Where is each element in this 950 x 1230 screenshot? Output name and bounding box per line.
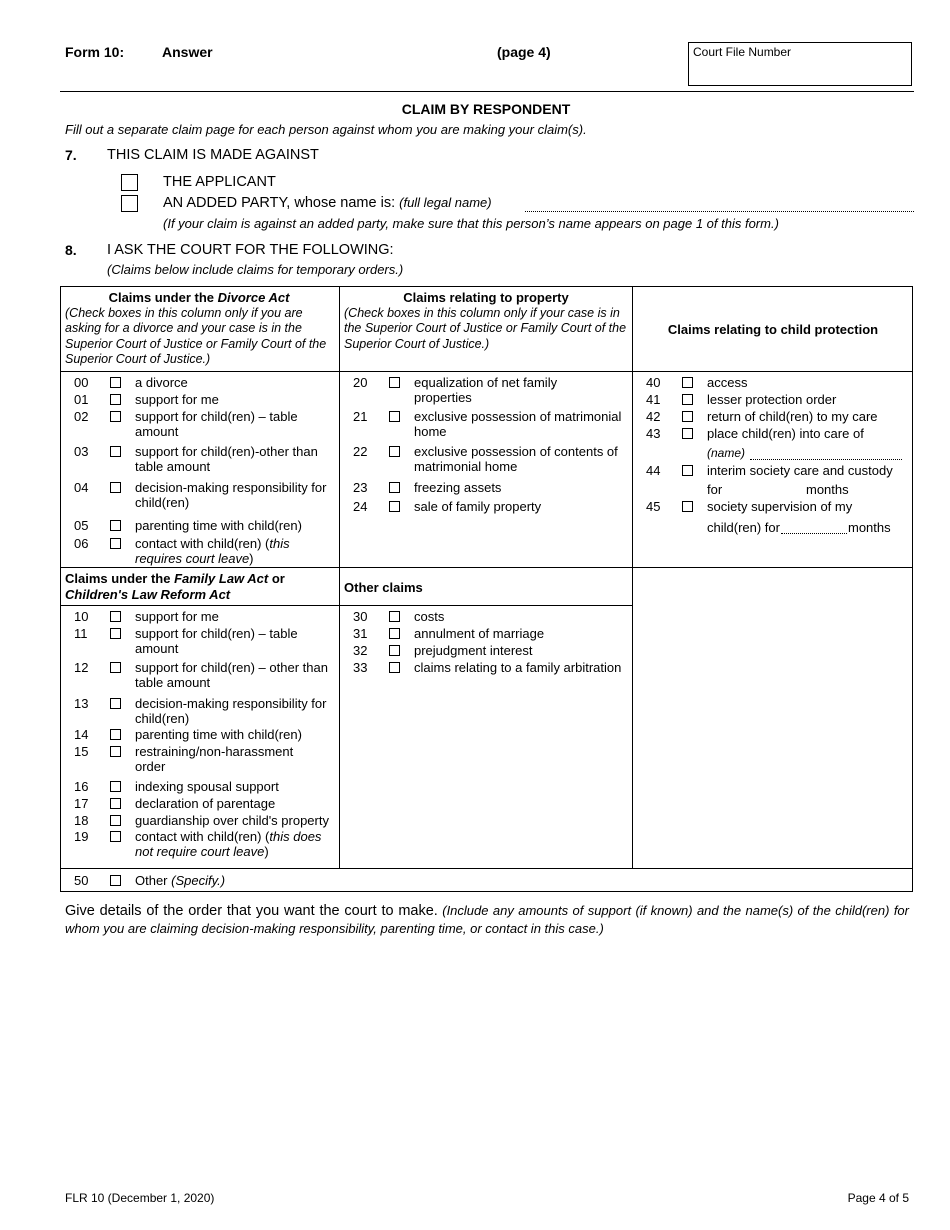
claim-text: interim society care and custody [707,463,893,478]
claim-text: guardianship over child's property [135,813,329,828]
claim-31 [353,626,629,642]
claim-text: annulment of marriage [414,626,545,641]
claim-32-checkbox[interactable] [389,645,400,656]
added-party-name-field[interactable] [525,211,914,212]
claim-number: 17 [74,796,89,811]
order-details-field[interactable] [65,945,909,1175]
claim-text: a divorce [135,375,188,390]
claim-number: 21 [353,409,368,424]
claim-number: 50 [74,873,89,888]
claim-13 [74,696,336,728]
claim-text: costs [414,609,445,624]
claim-text: decision-making responsibility for child(ren) [135,480,327,510]
claim-06-checkbox[interactable] [110,538,121,549]
claim-00-checkbox[interactable] [110,377,121,388]
claim-24-checkbox[interactable] [389,501,400,512]
applicant-checkbox[interactable] [121,174,138,191]
claim-text: support for me [135,392,219,407]
claim-43-checkbox[interactable] [682,428,693,439]
claim-41 [646,392,908,408]
claim-number: 06 [74,536,89,551]
table-bottom-divider [60,868,913,869]
child-protection-title: Claims relating to child protection [667,322,879,337]
divorce-act-header [65,290,333,368]
form-number: Form 10: [65,44,125,60]
claim-text: place child(ren) into care of [707,426,864,441]
claim-01 [74,392,336,408]
claim-13-checkbox[interactable] [110,698,121,709]
claim-text: support for child(ren) – table amount [135,409,298,439]
claim-42 [646,409,908,425]
item8-heading: I ASK THE COURT FOR THE FOLLOWING: [107,242,394,258]
claim-number: 05 [74,518,89,533]
claim-text: parenting time with child(ren) [135,727,302,742]
claim-04 [74,480,336,512]
claim-text: decision-making responsibility for child(ren) [135,696,327,726]
divorce-act-title: Claims under the Divorce Act [108,290,290,305]
claim-number: 04 [74,480,89,495]
claim-number: 43 [646,426,661,441]
property-note: (Check boxes in this column only if your case is in the Superior Court of Justice or Family Court of the Superior Court of Justice.) [344,305,627,351]
item7-number: 7. [65,147,77,163]
claim-02 [74,409,336,441]
claim-number: 15 [74,744,89,759]
family-law-header: Claims under the Family Law Act or Children's Law Reform Act [65,571,285,602]
other-claims-header: Other claims [344,580,423,595]
order-details-lead: Give details of the order that you want the court to make. [65,903,438,919]
court-file-number-box[interactable] [688,42,912,86]
claim-number: 42 [646,409,661,424]
claim-05-checkbox[interactable] [110,520,121,531]
claim-text: return of child(ren) to my care [707,409,878,424]
table-col-divider-1 [339,286,340,869]
item7-heading: THIS CLAIM IS MADE AGAINST [107,147,319,163]
table-col-divider-2 [632,286,633,869]
claim-text: access [707,375,748,390]
claim-40 [646,375,908,391]
care-name-field[interactable] [750,459,902,460]
claim-number: 19 [74,829,89,844]
claim-number: 12 [74,660,89,675]
claim-text: claims relating to a family arbitration [414,660,622,675]
claim-text: support for me [135,609,219,624]
claim-17 [74,796,336,812]
claim-text: indexing spousal support [135,779,279,794]
claim-21 [353,409,629,441]
claim-19-checkbox[interactable] [110,831,121,842]
claim-text: declaration of parentage [135,796,276,811]
claim-text: contact with child(ren) (this does not require court leave) [135,829,322,859]
claim-32 [353,643,629,659]
claim-33-checkbox[interactable] [389,662,400,673]
claim-text: parenting time with child(ren) [135,518,302,533]
claim-16-checkbox[interactable] [110,781,121,792]
claim-40-checkbox[interactable] [682,377,693,388]
claim-21-checkbox[interactable] [389,411,400,422]
added-party-text: AN ADDED PARTY, whose name is: [163,195,396,211]
claim-10 [74,609,336,625]
claim-19 [74,829,336,861]
claim-45 [646,499,908,515]
supervision-months-label: months [848,520,891,535]
claim-text: sale of family property [414,499,542,514]
claim-text: exclusive possession of matrimonial home [414,409,622,439]
care-name-hint: (name) [707,446,746,460]
table-head-divider [60,371,913,372]
claim-01-checkbox[interactable] [110,394,121,405]
claim-45-checkbox[interactable] [682,501,693,512]
item8-number: 8. [65,242,77,258]
claim-number: 22 [353,444,368,459]
claim-22 [353,444,629,476]
claim-50 [74,873,336,889]
claim-number: 31 [353,626,368,641]
claim-17-checkbox[interactable] [110,798,121,809]
footer-form-id: FLR 10 (December 1, 2020) [65,1191,215,1205]
claim-number: 24 [353,499,368,514]
claim-text: support for child(ren)-other than table amount [135,444,318,474]
claim-number: 11 [74,626,88,641]
claim-text: support for child(ren) – table amount [135,626,298,656]
claim-number: 13 [74,696,89,711]
claim-15 [74,744,336,776]
table-subhead-divider [60,605,633,606]
claim-12 [74,660,336,692]
claim-23 [353,480,629,496]
claim-number: 16 [74,779,89,794]
claim-33 [353,660,629,676]
supervision-months-field[interactable] [781,533,847,534]
claim-number: 18 [74,813,89,828]
page-label: (page 4) [497,44,551,60]
section-title: CLAIM BY RESPONDENT [401,101,571,117]
supervision-childen-label: child(ren) for [707,520,780,535]
claim-24 [353,499,629,515]
property-title: Claims relating to property [403,290,569,305]
claim-number: 44 [646,463,661,478]
claim-00 [74,375,336,391]
claim-text: equalization of net family properties [414,375,558,405]
claim-number: 40 [646,375,661,390]
claim-number: 14 [74,727,89,742]
claim-05 [74,518,336,534]
claim-50-checkbox[interactable] [110,875,121,886]
claim-number: 45 [646,499,661,514]
claim-31-checkbox[interactable] [389,628,400,639]
claim-text: support for child(ren) – other than table amount [135,660,328,690]
court-file-number-label: Court File Number [693,45,792,59]
claim-03 [74,444,336,476]
added-party-checkbox[interactable] [121,195,138,212]
added-party-label [163,195,492,211]
claim-22-checkbox[interactable] [389,446,400,457]
claim-23-checkbox[interactable] [389,482,400,493]
claim-number: 41 [646,392,661,407]
claim-number: 33 [353,660,368,675]
claim-18-checkbox[interactable] [110,815,121,826]
claim-number: 02 [74,409,89,424]
claim-text: restraining/non-harassment order [135,744,294,774]
claim-10-checkbox[interactable] [110,611,121,622]
claim-text: Other (Specify.) [135,873,226,888]
claim-number: 23 [353,480,368,495]
order-details-instruction [65,902,909,937]
claim-text: society supervision of my [707,499,853,514]
claim-11-checkbox[interactable] [110,628,121,639]
header-divider [60,91,914,92]
claim-14-checkbox[interactable] [110,729,121,740]
claim-number: 30 [353,609,368,624]
claim-15-checkbox[interactable] [110,746,121,757]
care-months-label: months [806,482,849,497]
claim-44-checkbox[interactable] [682,465,693,476]
added-party-note: (If your claim is against an added party, make sure that this person’s name appears on page 1 of this form.) [163,216,779,231]
claim-11 [74,626,336,658]
claim-16 [74,779,336,795]
claim-44 [646,463,908,479]
claim-12-checkbox[interactable] [110,662,121,673]
claim-43 [646,426,908,442]
claim-02-checkbox[interactable] [110,411,121,422]
claim-41-checkbox[interactable] [682,394,693,405]
claim-30 [353,609,629,625]
claim-text: exclusive possession of contents of matrimonial home [414,444,618,474]
added-party-hint: (full legal name) [399,195,492,210]
applicant-label: THE APPLICANT [163,174,276,190]
form-name: Answer [162,44,213,60]
item8-note: (Claims below include claims for temporary orders.) [107,262,404,277]
divorce-act-note: (Check boxes in this column only if you are asking for a divorce and your case is in the Superior Court of Justice or Family Court of the Superior Court of Justice.) [65,305,327,366]
section-instruction: Fill out a separate claim page for each person against whom you are making your claim(s). [65,122,587,137]
claim-text: prejudgment interest [414,643,533,658]
claim-20 [353,375,629,407]
claim-03-checkbox[interactable] [110,446,121,457]
claim-18 [74,813,336,829]
claim-text: contact with child(ren) (this requires court leave) [135,536,290,566]
claim-number: 01 [74,392,89,407]
claim-04-checkbox[interactable] [110,482,121,493]
claim-text: lesser protection order [707,392,837,407]
claim-30-checkbox[interactable] [389,611,400,622]
claim-06 [74,536,336,568]
claim-number: 03 [74,444,89,459]
claim-number: 32 [353,643,368,658]
claim-14 [74,727,336,743]
order-details-note: (Include any amounts of support (if known) and the name(s) of the child(ren) for whom you are claiming decision-making responsibility, parenting time, or contact in this case.) [65,903,909,936]
property-header [344,290,628,352]
claim-20-checkbox[interactable] [389,377,400,388]
claim-text: freezing assets [414,480,502,495]
care-for-label: for [707,482,723,497]
claim-number: 20 [353,375,368,390]
claim-number: 00 [74,375,89,390]
footer-page-number: Page 4 of 5 [847,1191,909,1205]
claim-42-checkbox[interactable] [682,411,693,422]
claim-number: 10 [74,609,89,624]
